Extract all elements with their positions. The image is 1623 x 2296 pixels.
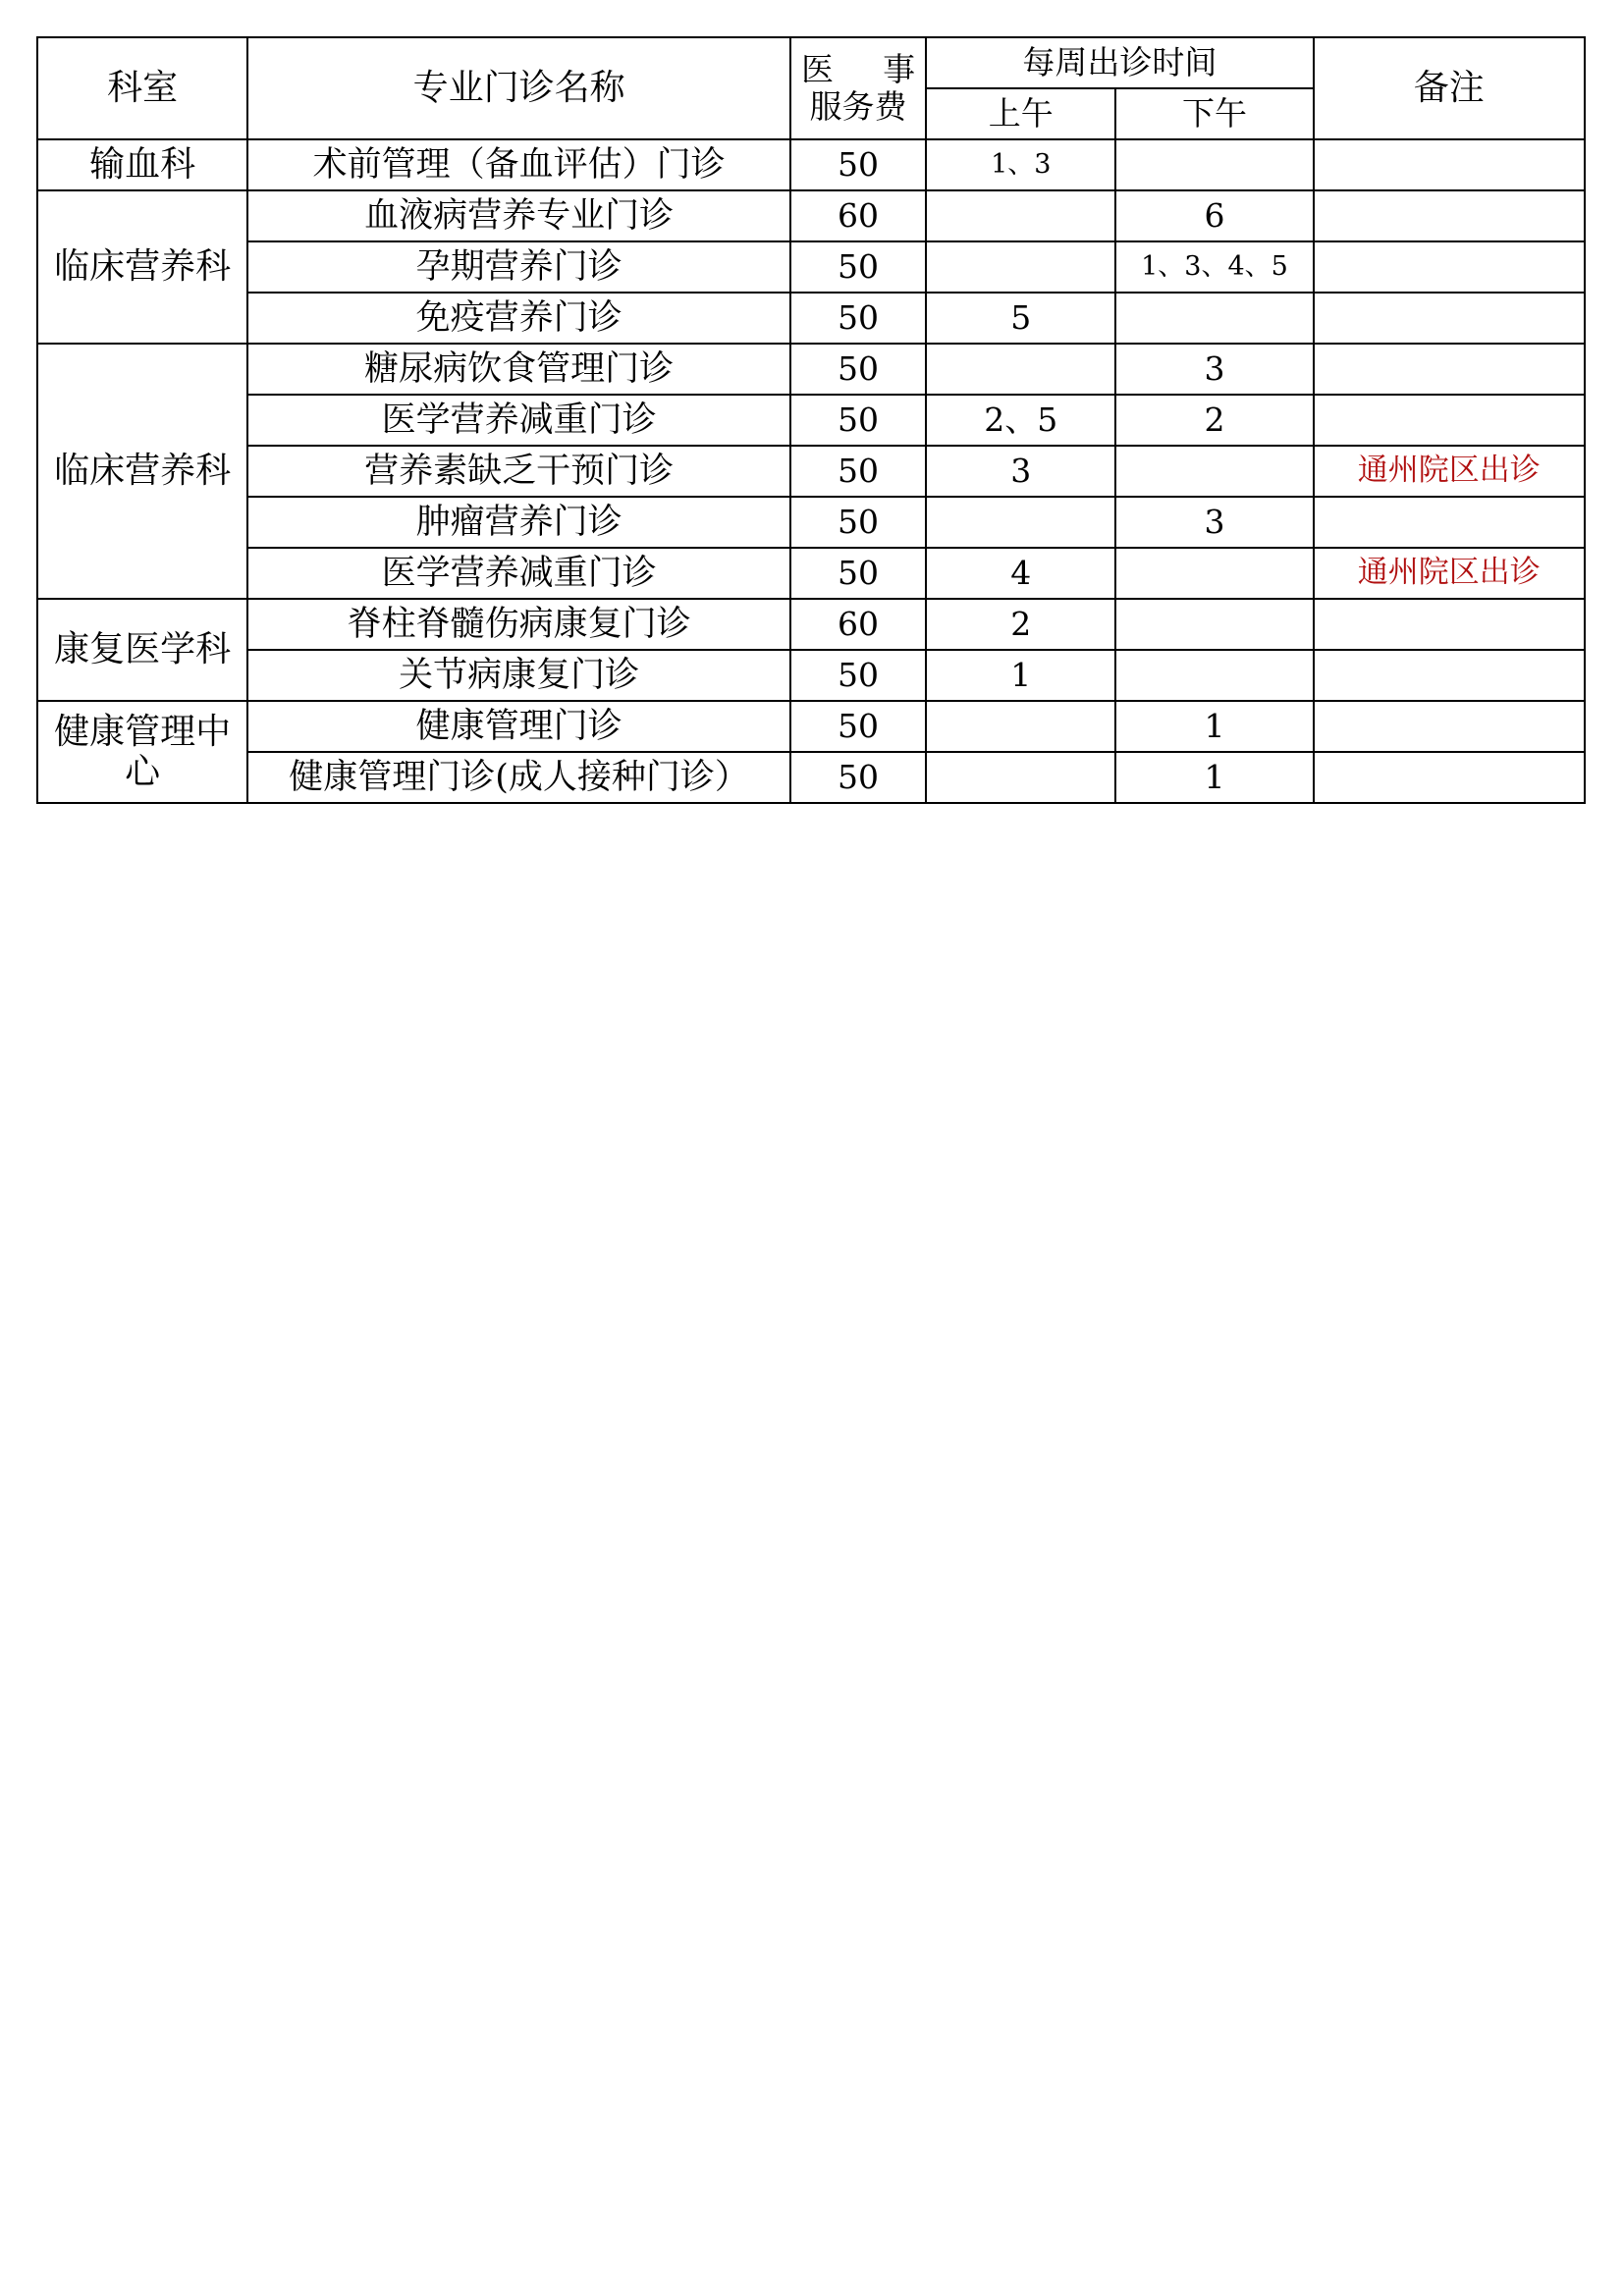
am-cell xyxy=(926,701,1115,752)
note-cell xyxy=(1314,190,1585,241)
header-clinic-name: 专业门诊名称 xyxy=(247,37,790,139)
header-weekly-time: 每周出诊时间 xyxy=(926,37,1313,88)
header-pm: 下午 xyxy=(1115,88,1313,139)
am-cell xyxy=(926,497,1115,548)
am-cell xyxy=(926,344,1115,395)
pm-cell xyxy=(1115,548,1313,599)
dept-cell: 临床营养科 xyxy=(37,344,247,599)
am-cell xyxy=(926,241,1115,293)
pm-cell xyxy=(1115,139,1313,190)
clinic-name-cell: 术前管理（备血评估）门诊 xyxy=(247,139,790,190)
header-am: 上午 xyxy=(926,88,1115,139)
note-cell xyxy=(1314,293,1585,344)
pm-cell: 2 xyxy=(1115,395,1313,446)
fee-cell: 60 xyxy=(790,190,926,241)
dept-cell: 输血科 xyxy=(37,139,247,190)
am-cell: 5 xyxy=(926,293,1115,344)
note-cell: 通州院区出诊 xyxy=(1314,446,1585,497)
note-cell xyxy=(1314,650,1585,701)
clinic-name-cell: 脊柱脊髓伤病康复门诊 xyxy=(247,599,790,650)
header-fee xyxy=(790,37,926,139)
note-cell xyxy=(1314,344,1585,395)
fee-cell: 50 xyxy=(790,446,926,497)
pm-cell xyxy=(1115,446,1313,497)
pm-cell: 1 xyxy=(1115,701,1313,752)
header-fee-part2: 事 xyxy=(883,50,916,89)
pm-cell xyxy=(1115,599,1313,650)
pm-cell: 1、3、4、5 xyxy=(1115,241,1313,293)
clinic-name-cell: 健康管理门诊(成人接种门诊） xyxy=(247,752,790,803)
pm-cell: 3 xyxy=(1115,497,1313,548)
table-row xyxy=(37,241,1585,293)
header-note: 备注 xyxy=(1314,37,1585,139)
pm-cell: 6 xyxy=(1115,190,1313,241)
clinic-name-cell: 医学营养减重门诊 xyxy=(247,548,790,599)
am-cell: 4 xyxy=(926,548,1115,599)
fee-cell: 50 xyxy=(790,241,926,293)
table-row xyxy=(37,752,1585,803)
clinic-name-cell: 营养素缺乏干预门诊 xyxy=(247,446,790,497)
am-cell: 2、5 xyxy=(926,395,1115,446)
table-row xyxy=(37,395,1585,446)
fee-cell: 50 xyxy=(790,344,926,395)
pm-cell: 1 xyxy=(1115,752,1313,803)
table-row xyxy=(37,599,1585,650)
dept-cell: 康复医学科 xyxy=(37,599,247,701)
table-row xyxy=(37,650,1585,701)
fee-cell: 60 xyxy=(790,599,926,650)
header-fee-part1: 医 xyxy=(800,50,834,89)
fee-cell: 50 xyxy=(790,548,926,599)
note-cell xyxy=(1314,241,1585,293)
am-cell: 1 xyxy=(926,650,1115,701)
clinic-name-cell: 糖尿病饮食管理门诊 xyxy=(247,344,790,395)
header-row-1 xyxy=(37,37,1585,88)
clinic-name-cell: 血液病营养专业门诊 xyxy=(247,190,790,241)
note-cell xyxy=(1314,599,1585,650)
table-row xyxy=(37,190,1585,241)
pm-cell xyxy=(1115,650,1313,701)
header-dept: 科室 xyxy=(37,37,247,139)
fee-cell: 50 xyxy=(790,395,926,446)
note-cell xyxy=(1314,497,1585,548)
am-cell xyxy=(926,190,1115,241)
am-cell xyxy=(926,752,1115,803)
table-row xyxy=(37,446,1585,497)
fee-cell: 50 xyxy=(790,752,926,803)
am-cell: 3 xyxy=(926,446,1115,497)
am-cell: 2 xyxy=(926,599,1115,650)
clinic-name-cell: 医学营养减重门诊 xyxy=(247,395,790,446)
table-row xyxy=(37,344,1585,395)
pm-cell xyxy=(1115,293,1313,344)
clinic-name-cell: 关节病康复门诊 xyxy=(247,650,790,701)
note-cell: 通州院区出诊 xyxy=(1314,548,1585,599)
dept-cell: 健康管理中心 xyxy=(37,701,247,803)
clinic-name-cell: 健康管理门诊 xyxy=(247,701,790,752)
header-fee-part3: 服务费 xyxy=(809,87,907,126)
table-row xyxy=(37,293,1585,344)
fee-cell: 50 xyxy=(790,139,926,190)
table-row xyxy=(37,139,1585,190)
fee-cell: 50 xyxy=(790,701,926,752)
note-cell xyxy=(1314,701,1585,752)
table-row xyxy=(37,497,1585,548)
table-row xyxy=(37,701,1585,752)
note-cell xyxy=(1314,395,1585,446)
table-row xyxy=(37,548,1585,599)
fee-cell: 50 xyxy=(790,650,926,701)
note-cell xyxy=(1314,139,1585,190)
clinic-schedule-table xyxy=(36,36,1586,804)
fee-cell: 50 xyxy=(790,293,926,344)
am-cell: 1、3 xyxy=(926,139,1115,190)
note-cell xyxy=(1314,752,1585,803)
clinic-name-cell: 孕期营养门诊 xyxy=(247,241,790,293)
fee-cell: 50 xyxy=(790,497,926,548)
dept-cell: 临床营养科 xyxy=(37,190,247,344)
pm-cell: 3 xyxy=(1115,344,1313,395)
clinic-name-cell: 肿瘤营养门诊 xyxy=(247,497,790,548)
clinic-name-cell: 免疫营养门诊 xyxy=(247,293,790,344)
